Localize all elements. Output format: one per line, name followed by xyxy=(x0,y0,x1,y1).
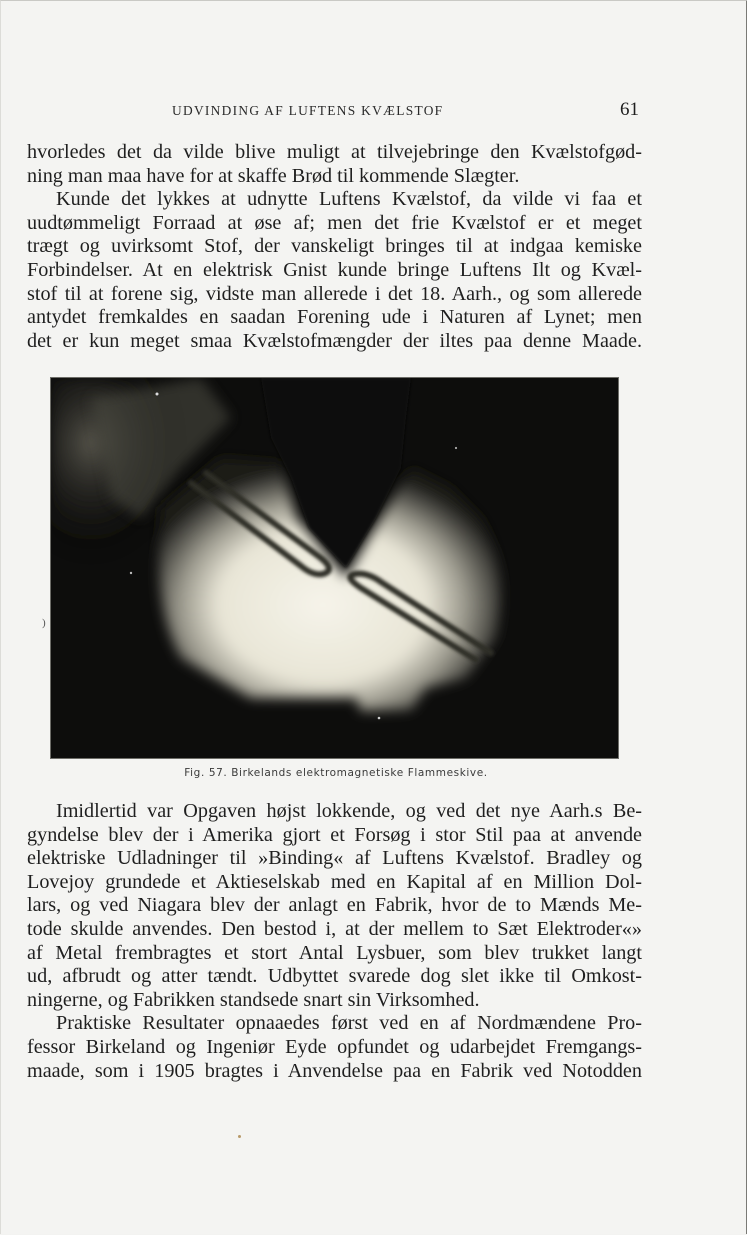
text-line: tode skulde anvendes. Den bestod i, at der mellem to Sæt Elektroder«» xyxy=(27,917,642,940)
flame-disc-image xyxy=(51,378,618,758)
text-line: maade, som i 1905 bragtes i Anvendelse paa en Fabrik ved Notodden xyxy=(27,1059,642,1082)
text-line: ning man maa have for at skaffe Brød til kommende Slægter. xyxy=(27,164,520,187)
text-line: hvorledes det da vilde blive muligt at tilvejebringe den Kvælstofgød- xyxy=(27,141,642,163)
text-line: gyndelse blev der i Amerika gjort et Forsøg i stor Stil paa at anvende xyxy=(27,823,642,846)
text-line: Imidlertid var Opgaven højst lokkende, og ved det nye Aarh.s Be- xyxy=(56,800,642,822)
text-line: lars, og ved Niagara blev der anlagt en Fabrik, hvor de to Mænds Me- xyxy=(27,894,642,917)
text-line: fessor Birkeland og Ingeniør Eyde opfundet og udarbejdet Fremgangs- xyxy=(27,1035,642,1058)
running-head xyxy=(1,99,747,123)
figure-photo xyxy=(50,377,619,759)
text-line: af Metal frembragtes et stort Antal Lysbuer, som blev trukket langt xyxy=(27,941,642,964)
text-line: trægt og uvirksomt Stof, der vanskeligt bringes til at indgaa kemiske xyxy=(27,235,642,258)
text-line: ud, afbrudt og atter tændt. Udbyttet svarede dog slet ikke til Omkost- xyxy=(27,965,642,988)
text-line: antydet fremkaldes en saadan Forening ude i Naturen af Lynet; men xyxy=(27,306,642,329)
text-line: ningerne, og Fabrikken standsede snart sin Virksomhed. xyxy=(27,988,480,1011)
page-number: 61 xyxy=(620,99,639,120)
text-line: stof til at forene sig, vidste man allerede i det 18. Aarh., og som allerede xyxy=(27,282,642,305)
figure-caption: Fig. 57. Birkelands elektromagnetiske Flammeskive. xyxy=(184,767,488,779)
paragraph-block-top xyxy=(27,141,642,353)
text-line: uudtømmeligt Forraad at øse af; men det frie Kvælstof er et meget xyxy=(27,211,642,234)
text-line: Kunde det lykkes at udnytte Luftens Kvælstof, da vilde vi faa et xyxy=(56,188,642,211)
text-line: Praktiske Resultater opnaaedes først ved en af Nordmændene Pro- xyxy=(56,1012,642,1035)
paragraph-block-bottom xyxy=(27,800,642,1083)
text-line: det er kun meget smaa Kvælstofmængder der iltes paa denne Maade. xyxy=(27,329,642,352)
text-line: Lovejoy grundede et Aktieselskab med en Kapital af en Million Dol- xyxy=(27,870,642,893)
paper-speck xyxy=(238,1135,241,1138)
running-title: UDVINDING AF LUFTENS KVÆLSTOF xyxy=(172,103,444,118)
text-line: Forbindelser. At en elektrisk Gnist kunde bringe Luftens Ilt og Kvæl- xyxy=(27,258,642,281)
text-line: elektriske Udladninger til »Binding« af Luftens Kvælstof. Bradley og xyxy=(27,847,642,870)
margin-mark: ) xyxy=(42,617,46,629)
